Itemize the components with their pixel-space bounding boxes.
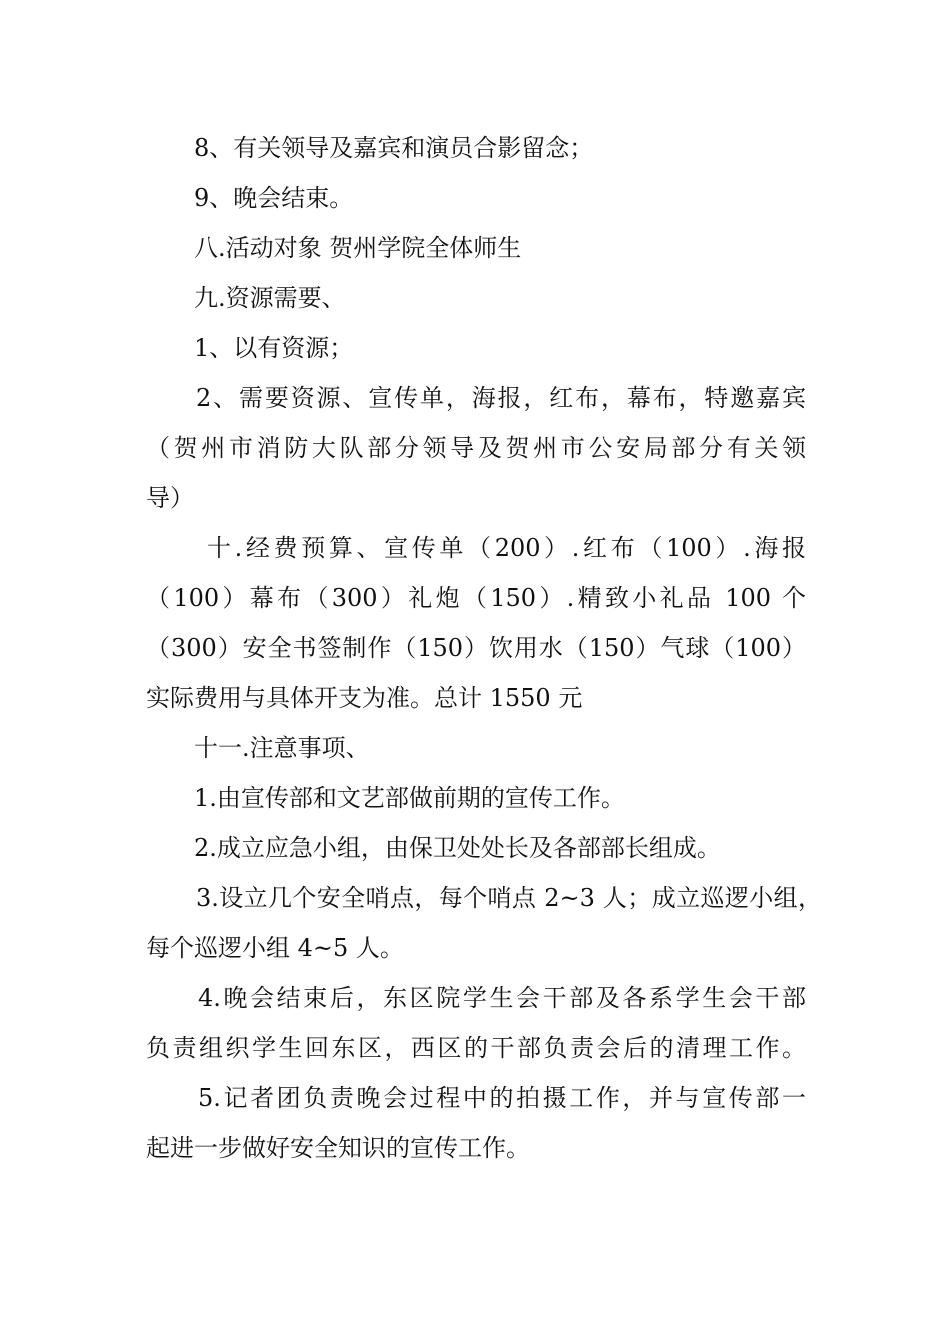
paragraph-line-17: 每个巡逻小组 4~5 人。 bbox=[146, 934, 404, 962]
section-heading-budget: 十.经费预算、宣传单（200）.红布（100）.海报 bbox=[207, 534, 806, 562]
paragraph-line-14: 1.由宣传部和文艺部做前期的宣传工作。 bbox=[194, 784, 625, 812]
paragraph-line-8: 导） bbox=[146, 484, 194, 512]
paragraph-line-15: 2.成立应急小组，由保卫处处长及各部部长组成。 bbox=[194, 834, 721, 862]
paragraph-line-1: 8、有关领导及嘉宾和演员合影留念； bbox=[194, 134, 594, 162]
paragraph-line-12: 实际费用与具体开支为准。总计 1550 元 bbox=[146, 684, 583, 712]
section-heading-activity-target: 八.活动对象 贺州学院全体师生 bbox=[194, 234, 522, 262]
paragraph-line-16: 3.设立几个安全哨点，每个哨点 2~3 人；成立巡逻小组， bbox=[196, 884, 822, 912]
paragraph-line-21: 起进一步做好安全知识的宣传工作。 bbox=[146, 1134, 530, 1162]
paragraph-line-19: 负责组织学生回东区，西区的干部负责会后的清理工作。 bbox=[146, 1034, 806, 1062]
paragraph-line-20: 5.记者团负责晚会过程中的拍摄工作，并与宣传部一 bbox=[198, 1084, 806, 1112]
paragraph-line-11: （300）安全书签制作（150）饮用水（150）气球（100） bbox=[146, 634, 806, 662]
paragraph-line-7: （贺州市消防大队部分领导及贺州市公安局部分有关领 bbox=[146, 434, 806, 462]
paragraph-line-18: 4.晚会结束后，东区院学生会干部及各系学生会干部 bbox=[198, 984, 806, 1012]
section-heading-resources: 九.资源需要、 bbox=[194, 284, 346, 312]
paragraph-line-2: 9、晚会结束。 bbox=[194, 184, 354, 212]
paragraph-line-10: （100）幕布（300）礼炮（150）.精致小礼品 100 个 bbox=[146, 584, 806, 612]
section-heading-notes: 十一.注意事项、 bbox=[194, 734, 370, 762]
paragraph-line-6: 2、需要资源、宣传单，海报，红布，幕布，特邀嘉宾 bbox=[196, 384, 806, 412]
paragraph-line-5: 1、以有资源； bbox=[194, 334, 354, 362]
